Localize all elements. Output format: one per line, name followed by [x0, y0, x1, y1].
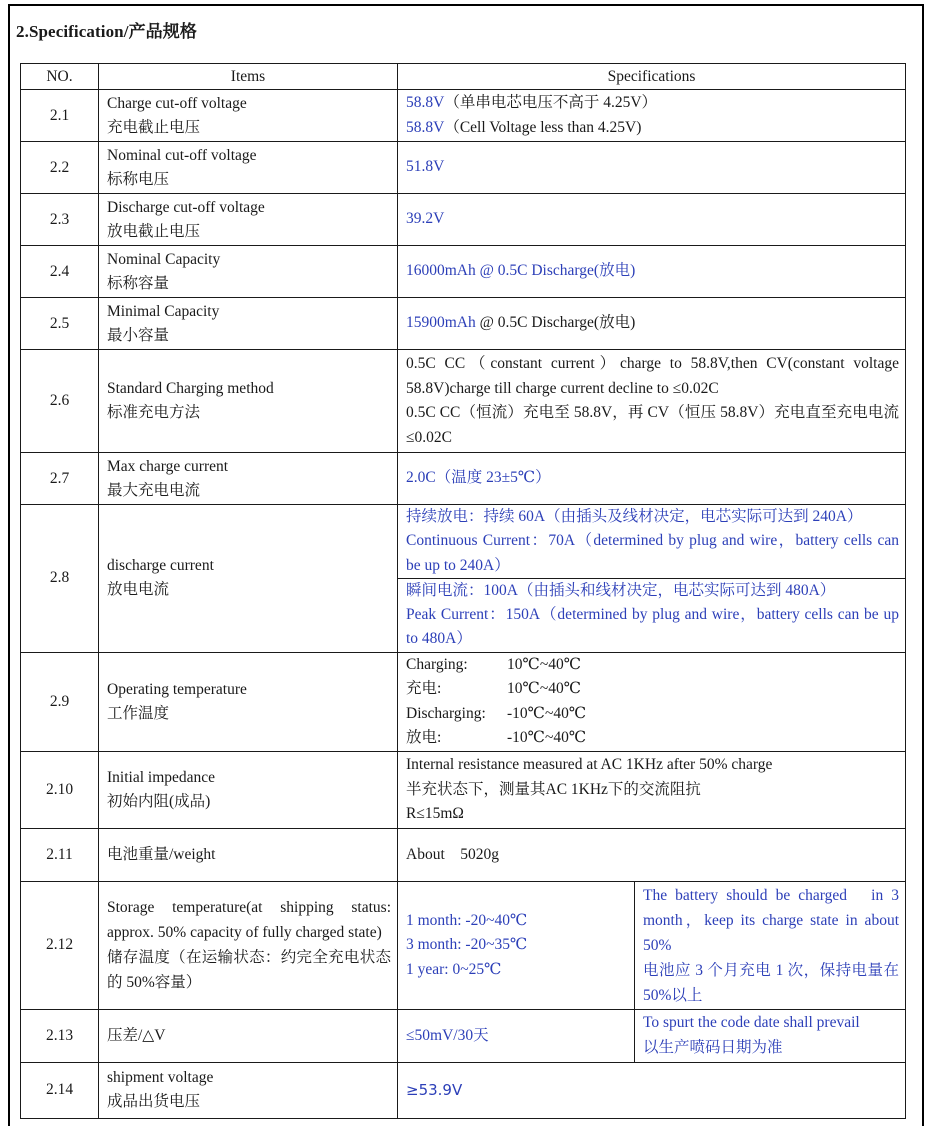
- storage-line: 3 month: -20~35℃: [406, 936, 528, 954]
- spec-value: About 5020g: [406, 845, 499, 863]
- row-number: 2.6: [21, 350, 99, 453]
- item-cn: 储存温度（在运输状态：约完全充电状态的 50%容量）: [107, 949, 391, 992]
- row-number: 2.14: [21, 1062, 99, 1118]
- row-number: 2.5: [21, 298, 99, 350]
- table-row: [21, 881, 906, 1009]
- note-en: To spurt the code date shall prevail: [643, 1014, 860, 1032]
- item-en: Max charge current: [107, 457, 229, 475]
- item-en: Operating temperature: [107, 680, 247, 698]
- item-cell: 压差/△V: [99, 1009, 398, 1062]
- temp-label: Discharging:: [406, 704, 486, 722]
- table-row: [21, 194, 906, 246]
- row-number: 2.3: [21, 194, 99, 246]
- spec-cell: [398, 751, 906, 828]
- item-cell: 电池重量/weight: [99, 828, 398, 881]
- item-cell: [99, 350, 398, 453]
- table-row: [21, 350, 906, 453]
- row-number: 2.4: [21, 246, 99, 298]
- item-cell: [99, 90, 398, 142]
- temp-value: -10℃~40℃: [507, 704, 587, 722]
- spec-cell: [398, 246, 906, 298]
- item-en: discharge current: [107, 557, 214, 575]
- spec-cell: [398, 90, 906, 142]
- spec-cell: 2.0C（温度 23±5℃）: [398, 453, 906, 505]
- item-cn: 工作温度: [107, 704, 170, 722]
- table-row: [21, 828, 906, 881]
- spec-table: [20, 63, 906, 1119]
- row-number: 2.1: [21, 90, 99, 142]
- temp-value: -10℃~40℃: [507, 729, 587, 747]
- spec-line: [406, 116, 899, 141]
- spec-line: R≤15mΩ: [406, 805, 464, 823]
- temp-label: 充电:: [406, 680, 442, 698]
- item-cell: [99, 194, 398, 246]
- spec-cell: [398, 298, 906, 350]
- temp-value: 10℃~40℃: [507, 680, 582, 698]
- item-en: Storage temperature(at shipping status: approx. 50% capacity of fully charged state): [107, 899, 391, 942]
- item-cn: 标称容量: [107, 274, 170, 292]
- item-cn: 初始内阻(成品): [107, 792, 211, 810]
- spec-cell: 51.8V: [398, 142, 906, 194]
- row-number: 2.11: [21, 828, 99, 881]
- table-row: [21, 90, 906, 142]
- table-row: [21, 1062, 906, 1118]
- table-row: [21, 142, 906, 194]
- temp-line: [406, 653, 899, 678]
- spec-text-en: 0.5C CC（constant current）charge to 58.8V,then CV(constant voltage 58.8V)charge till charge current decline to ≤0.02C: [406, 355, 899, 397]
- storage-line: 1 year: 0~25℃: [406, 960, 502, 978]
- row-number: 2.2: [21, 142, 99, 194]
- header-specifications: Specifications: [398, 64, 906, 90]
- header-no: NO.: [21, 64, 99, 90]
- item-cell: [99, 881, 398, 1009]
- note-cell: [635, 881, 906, 1009]
- spec-value: 58.8V: [406, 118, 445, 136]
- spec-text: （单串电芯电压不高于 4.25V）: [444, 94, 658, 111]
- spec-line: 半充状态下，测量其AC 1KHz下的交流阻抗: [406, 780, 701, 798]
- item-cell: [99, 453, 398, 505]
- spec-line: Internal resistance measured at AC 1KHz after 50% charge: [406, 756, 773, 774]
- item-cn: 放电截止电压: [107, 222, 201, 240]
- item-en: Standard Charging method: [107, 380, 274, 397]
- note-cell: [635, 1009, 906, 1062]
- continuous-en: Continuous Current：70A（determined by plug and wire，battery cells can be up to 240A）: [406, 532, 899, 574]
- item-en: Nominal Capacity: [107, 250, 221, 268]
- item-cn: 最大充电电流: [107, 481, 201, 499]
- spec-cell: [398, 505, 906, 653]
- item-cell: [99, 142, 398, 194]
- spec-value: 16000mAh: [406, 262, 476, 280]
- spec-cell: 39.2V: [398, 194, 906, 246]
- temp-line: [406, 677, 899, 702]
- spec-text-cn: 0.5C CC（恒流）充电至 58.8V，再 CV（恒压 58.8V）充电直至充电电流≤0.02C: [406, 404, 899, 446]
- temp-value: 10℃~40℃: [507, 655, 582, 673]
- table-row: [21, 751, 906, 828]
- item-cn: 放电电流: [107, 581, 170, 599]
- row-number: 2.7: [21, 453, 99, 505]
- table-row: [21, 246, 906, 298]
- item-cell: [99, 298, 398, 350]
- item-cell: [99, 652, 398, 751]
- spec-cell: [398, 881, 635, 1009]
- row-number: 2.13: [21, 1009, 99, 1062]
- row-number: 2.9: [21, 652, 99, 751]
- spec-cell: ≤50mV/30天: [398, 1009, 635, 1062]
- spec-cell: [398, 350, 906, 453]
- item-en: Minimal Capacity: [107, 302, 220, 320]
- spec-text: @ 0.5C Discharge(放电): [475, 262, 636, 280]
- note-cn: 以生产喷码日期为准: [643, 1038, 783, 1056]
- table-header-row: [21, 64, 906, 90]
- spec-value: 58.8V: [406, 94, 445, 111]
- item-cell: [99, 246, 398, 298]
- item-en: Discharge cut-off voltage: [107, 198, 265, 216]
- temp-line: [406, 726, 899, 751]
- note-en: The battery should be charged in 3 month，keep its charge state in about 50%: [643, 886, 903, 954]
- row-number: 2.10: [21, 751, 99, 828]
- table-row: [21, 505, 906, 653]
- temp-line: [406, 702, 899, 727]
- item-cn: 最小容量: [107, 326, 170, 344]
- item-en: Nominal cut-off voltage: [107, 146, 257, 164]
- table-row: [21, 453, 906, 505]
- item-cell: [99, 505, 398, 653]
- spec-text: （Cell Voltage less than 4.25V): [444, 118, 642, 136]
- temp-label: 放电:: [406, 729, 442, 747]
- spec-cell: [398, 652, 906, 751]
- table-row: [21, 1009, 906, 1062]
- continuous-current-block: [398, 505, 905, 579]
- spec-cell: ≥53.9V: [398, 1062, 906, 1118]
- item-cn: 标准充电方法: [107, 404, 201, 421]
- document-page: [8, 4, 924, 1126]
- item-en: Charge cut-off voltage: [107, 94, 247, 112]
- item-cell: [99, 751, 398, 828]
- spec-value: 15900mAh: [406, 314, 476, 332]
- item-cn: 成品出货电压: [107, 1093, 201, 1111]
- item-en: Initial impedance: [107, 768, 216, 786]
- table-row: [21, 298, 906, 350]
- header-items: Items: [99, 64, 398, 90]
- peak-cn: 瞬间电流：100A（由插头和线材决定，电芯实际可达到 480A）: [406, 581, 836, 599]
- row-number: 2.8: [21, 505, 99, 653]
- continuous-cn: 持续放电：持续 60A（由插头及线材决定，电芯实际可达到 240A）: [406, 508, 863, 525]
- storage-line: 1 month: -20~40℃: [406, 911, 528, 929]
- note-cn: 电池应 3 个月充电 1 次，保持电量在 50%以上: [643, 961, 899, 1004]
- item-cn: 充电截止电压: [107, 118, 201, 136]
- spec-line: [406, 91, 899, 116]
- peak-en: Peak Current：150A（determined by plug and wire，battery cells can be up to 480A）: [406, 606, 899, 648]
- item-cn: 标称电压: [107, 170, 170, 188]
- spec-cell: [398, 828, 906, 881]
- item-en: shipment voltage: [107, 1069, 214, 1087]
- item-cell: [99, 1062, 398, 1118]
- peak-current-block: [398, 579, 905, 652]
- row-number: 2.12: [21, 881, 99, 1009]
- temp-label: Charging:: [406, 655, 468, 673]
- spec-text: @ 0.5C Discharge(放电): [475, 314, 636, 332]
- section-title: 2.Specification/产品规格: [16, 22, 197, 41]
- table-row: [21, 652, 906, 751]
